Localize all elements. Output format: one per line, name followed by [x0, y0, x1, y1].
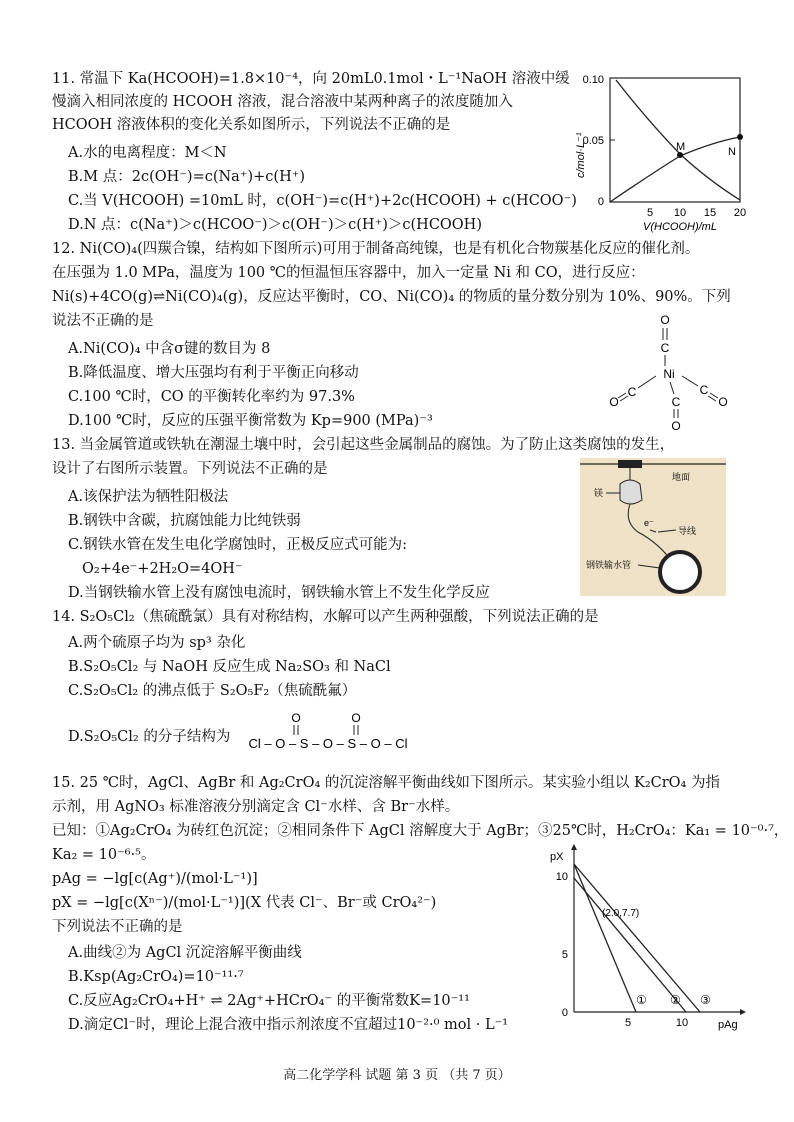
q11-option-d: D.N 点：c(Na⁺)＞c(HCOO⁻)＞c(OH⁻)＞c(H⁺)＞c(HCOOH)	[68, 217, 482, 233]
q15-px-definition: pX = −lg[c(Xⁿ⁻)/(mol·L⁻¹)](X 代表 Cl⁻、Br⁻或 CrO₄²⁻)	[52, 895, 437, 911]
q11-option-c: C.当 V(HCOOH) =10mL 时，c(OH⁻)=c(H⁺)+2c(HCOOH) + c(HCOO⁻)	[68, 193, 577, 209]
q11-concentration-chart	[568, 66, 768, 236]
q15-ytick-10: 10	[555, 871, 568, 883]
q11-stem-line3: HCOOH 溶液体积的变化关系如图所示，下列说法不正确的是	[52, 117, 451, 133]
q14-option-c: C.S₂O₅Cl₂ 的沸点低于 S₂O₅F₂（焦硫酰氟）	[68, 683, 357, 699]
q11-increasing-curve	[610, 137, 740, 202]
wire-label: 导线	[678, 526, 697, 536]
q12-stem-line4: 说法不正确的是	[52, 313, 154, 329]
pipe-label: 钢铁输水管	[586, 560, 632, 570]
struct-c-right: C	[699, 383, 709, 397]
q11-decreasing-curve	[616, 80, 740, 200]
s-o-top-right: O	[351, 711, 361, 725]
q11-ytick-010: 0.10	[582, 74, 604, 86]
q15-point-label: (2.0,7.7)	[602, 908, 640, 919]
nico4-structure-diagram	[606, 310, 732, 432]
q14-option-d: D.S₂O₅Cl₂ 的分子结构为	[68, 729, 231, 745]
q13-stem-line1: 13. 当金属管道或铁轨在潮湿土壤中时，会引起这些金属制品的腐蚀。为了防止这类腐蚀的发生，	[52, 437, 675, 453]
struct-o-top: O	[660, 313, 670, 327]
q12-option-c: C.100 ℃时，CO 的平衡转化率约为 97.3%	[68, 389, 355, 405]
q15-xtick-5: 5	[624, 1017, 632, 1029]
q15-pag-definition: pAg = −lg[c(Ag⁺)/(mol·L⁻¹)]	[52, 871, 258, 887]
q12-option-d: D.100 ℃时，反应的压强平衡常数为 Kp=900 (MPa)⁻³	[68, 413, 433, 429]
electron-label: e⁻	[644, 518, 654, 528]
q11-y-axis-label: c/mol·L⁻¹	[575, 132, 587, 178]
q13-option-b: B.钢铁中含碳，抗腐蚀能力比纯铁弱	[68, 513, 301, 529]
struct-c-left: C	[627, 385, 637, 399]
q14-option-b: B.S₂O₅Cl₂ 与 NaOH 反应生成 Na₂SO₃ 和 NaCl	[68, 659, 391, 675]
q11-label-n: N	[728, 146, 736, 158]
q13-option-c: C.钢铁水管在发生电化学腐蚀时，正极反应式可能为:	[68, 537, 408, 553]
struct-o-bottom: O	[671, 419, 681, 432]
struct-ni: Ni	[663, 367, 675, 381]
q11-xtick-10: 10	[673, 207, 687, 219]
q15-ytick-5: 5	[561, 949, 568, 961]
q12-option-b: B.降低温度、增大压强均有利于平衡正向移动	[68, 365, 359, 381]
struct-c-bottom: C	[671, 395, 681, 409]
s2o5cl2-chain: Cl – O – S – O – S – O – Cl	[248, 736, 408, 751]
q15-option-d: D.滴定Cl⁻时，理论上混合液中指示剂浓度不宜超过10⁻²·⁰ mol · L⁻¹	[68, 1017, 509, 1033]
q15-ytick-0: 0	[561, 1007, 568, 1019]
q15-option-b: B.Ksp(Ag₂CrO₄)=10⁻¹¹·⁷	[68, 969, 244, 985]
q11-ytick-005: 0.05	[582, 135, 604, 147]
steel-pipe	[660, 552, 700, 592]
q15-stem-line1: 15. 25 ℃时，AgCl、AgBr 和 Ag₂CrO₄ 的沉淀溶解平衡曲线如下图所示。某实验小组以 K₂CrO₄ 为指	[52, 775, 720, 791]
q15-curve-1	[574, 864, 636, 1012]
q11-xtick-5: 5	[646, 207, 654, 219]
q13-option-d: D.当钢铁输水管上没有腐蚀电流时，钢铁输水管上不发生化学反应	[68, 585, 490, 601]
q14-option-a: A.两个硫原子均为 sp³ 杂化	[68, 635, 246, 651]
q15-stem-line2: 示剂，用 AgNO₃ 标准溶液分别滴定含 Cl⁻水样、含 Br⁻水样。	[52, 799, 460, 815]
q15-option-c: C.反应Ag₂CrO₄+H⁺ ⇌ 2Ag⁺+HCrO₄⁻ 的平衡常数K=10⁻¹¹	[68, 993, 470, 1009]
q13-option-a: A.该保护法为牺牲阳极法	[68, 489, 229, 505]
q13-stem-line2: 设计了右图所示装置。下列说法不正确的是	[52, 461, 328, 477]
s2o5cl2-structure	[228, 710, 438, 752]
q11-ytick-0: 0	[597, 196, 604, 208]
cathodic-protection-figure	[580, 458, 726, 596]
q15-xtick-10: 10	[675, 1017, 689, 1029]
ground-label: 地面	[672, 472, 691, 482]
q15-stem-line3: 已知：①Ag₂CrO₄ 为砖红色沉淀；②相同条件下 AgCl 溶解度大于 AgBr；③25℃时，H₂CrO₄：Ka₁ = 10⁻⁰·⁷，	[52, 823, 789, 839]
q15-solubility-chart	[540, 842, 746, 1032]
q15-stem-line4: Ka₂ = 10⁻⁶·⁵。	[52, 847, 156, 863]
q15-x-axis-label: pAg	[718, 1019, 738, 1031]
q11-label-m: M	[676, 141, 686, 153]
q15-curve-2	[574, 878, 686, 1012]
q11-option-a: A.水的电离程度：M＜N	[68, 145, 227, 161]
q11-xtick-20: 20	[733, 207, 747, 219]
q15-y-axis-label: pX	[550, 851, 564, 863]
q15-curve2-label: ②	[670, 993, 681, 1007]
q11-x-axis-label: V(HCOOH)/mL	[643, 221, 717, 233]
q15-option-a: A.曲线②为 AgCl 沉淀溶解平衡曲线	[68, 945, 302, 961]
struct-o-left: O	[609, 395, 619, 409]
q11-option-b: B.M 点：2c(OH⁻)=c(Na⁺)+c(H⁺)	[68, 169, 306, 185]
q13-option-c-equation: O₂+4e⁻+2H₂O=4OH⁻	[82, 561, 243, 577]
q12-stem-line1: 12. Ni(CO)₄(四羰合镍，结构如下图所示)可用于制备高纯镍，也是有机化合物羰基化反应的催化剂。	[52, 241, 700, 257]
page-footer: 高二化学学科 试题 第 3 页 （共 7 页）	[283, 1068, 511, 1083]
q12-stem-line3: Ni(s)+4CO(g)⇌Ni(CO)₄(g)，反应达平衡时，CO、Ni(CO)₄ 的物质的量分数分别为 10%、90%。下列	[52, 289, 731, 305]
q11-stem-line2: 慢滴入相同浓度的 HCOOH 溶液，混合溶液中某两种离子的浓度随加入	[52, 94, 513, 110]
struct-o-right: O	[718, 395, 728, 409]
q14-stem-line1: 14. S₂O₅Cl₂（焦硫酰氯）具有对称结构，水解可以产生两种强酸，下列说法正确的是	[52, 609, 599, 625]
q11-point-n	[737, 134, 743, 140]
q12-option-a: A.Ni(CO)₄ 中含σ键的数目为 8	[68, 341, 271, 357]
magnesium-block	[620, 480, 642, 504]
q15-stem-line7: 下列说法不正确的是	[52, 919, 183, 935]
q12-stem-line2: 在压强为 1.0 MPa，温度为 100 ℃的恒温恒压容器中，加入一定量 Ni 和 CO，进行反应：	[52, 265, 645, 281]
q15-curve-3	[574, 864, 700, 1012]
ground-cap	[618, 460, 642, 468]
q15-curve3-label: ③	[700, 993, 711, 1007]
q11-stem-line1: 11. 常温下 Ka(HCOOH)=1.8×10⁻⁴，向 20mL0.1mol・L⁻¹NaOH 溶液中缓	[52, 71, 570, 87]
struct-c-top: C	[660, 341, 670, 355]
s-o-top-left: O	[291, 711, 301, 725]
q15-curve1-label: ①	[636, 993, 647, 1007]
q11-xtick-15: 15	[703, 207, 717, 219]
magnesium-label: 镁	[594, 488, 604, 498]
